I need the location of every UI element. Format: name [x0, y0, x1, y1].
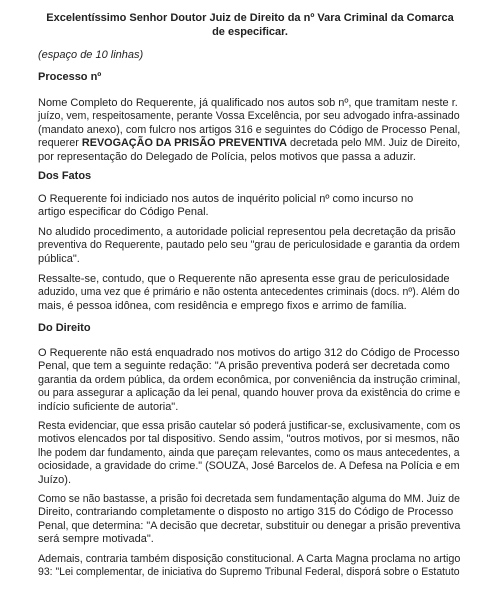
- intro-paragraph: [38, 97, 461, 164]
- paragraph-line: O Requerente foi indiciado nos autos de inquérito policial nº como incurso no: [38, 193, 414, 205]
- facts-paragraph-1: [38, 193, 458, 220]
- paragraph-line: ociosidade, a gravidade do crime." (SOUZA, José Barcelos de. A Defesa na Polícia e em: [38, 460, 460, 473]
- paragraph-line: Ademais, contraria também disposição constitucional. A Carta Magna proclama no artigo: [38, 553, 461, 565]
- paragraph-line: indício suficiente de autoria".: [38, 400, 179, 413]
- intro-text: requerer: [38, 137, 82, 150]
- intro-line: Nome Completo do Requerente, já qualificado nos autos sob nº, que tramitam neste r.: [38, 97, 458, 109]
- paragraph-line: garantia da ordem pública, da ordem econômica, por conveniência da instrução criminal,: [38, 373, 461, 386]
- law-heading: Do Direito: [38, 322, 91, 334]
- intro-line: juízo, vem, respeitosamente, perante Vossa Excelência, por seu advogado infra-assinado: [38, 110, 460, 123]
- title-line: de especificar.: [212, 26, 288, 38]
- paragraph-line: pública".: [38, 252, 80, 265]
- paragraph-line: preventiva do Requerente, pautado pelo seu "grau de periculosidade e garantia da ordem: [38, 239, 460, 252]
- paragraph-line: O Requerente não está enquadrado nos motivos do artigo 312 do Código de Processo: [38, 347, 460, 359]
- paragraph-line: Ressalte-se, contudo, que o Requerente não apresenta esse grau de periculosidade: [38, 273, 450, 285]
- facts-paragraph-3: [38, 273, 458, 313]
- paragraph-line: Penal, que determina: "A decisão que decretar, substituir ou denegar a prisão preventiva: [38, 519, 461, 532]
- paragraph-line: ou para assegurar a aplicação da lei penal, quando houver prova da existência do crime e: [38, 387, 461, 400]
- paragraph-line: lhe podem dar fundamento, ainda que pareçam relevantes, como os maus antecedentes, a: [38, 446, 460, 459]
- paragraph-line: Juízo).: [38, 473, 72, 486]
- spacing-note: (espaço de 10 linhas): [38, 49, 144, 61]
- paragraph-line: Como se não bastasse, a prisão foi decretada sem fundamentação alguma do MM. Juiz de: [38, 493, 460, 505]
- paragraph-line: será sempre motivada".: [38, 533, 154, 546]
- paragraph-line: Direito, contrariando completamente o disposto no artigo 315 do Código de Processo: [38, 506, 454, 519]
- paragraph-line: mais, é pessoa idônea, com residência e emprego fixos e arrimo de família.: [38, 299, 407, 312]
- paragraph-line: motivos elencados por tal dispositivo. Sendo assim, "outros motivos, por si mesmos, não: [38, 433, 460, 446]
- title-line: Excelentíssimo Senhor Doutor Juiz de Direito da nº Vara Criminal da Comarca: [46, 12, 454, 24]
- law-paragraph-3: [38, 493, 461, 547]
- intro-line-with-request: [38, 137, 461, 150]
- paragraph-line: 93: "Lei complementar, de iniciativa do Supremo Tribunal Federal, disporá sobre o Estatuto: [38, 566, 460, 579]
- paragraph-line: Penal, que tem a seguinte redação: "A prisão preventiva poderá ser decretada como: [38, 360, 450, 373]
- paragraph-line: Resta evidenciar, que essa prisão cautelar só poderá justificar-se, exclusivamente, com os: [38, 420, 461, 432]
- law-paragraph-4: [38, 553, 461, 580]
- paragraph-line: artigo especificar do Código Penal.: [38, 206, 209, 219]
- law-paragraph-1: [38, 347, 461, 414]
- intro-line: por representação do Delegado de Polícia, pelos motivos que passa a aduzir.: [38, 150, 416, 163]
- facts-paragraph-2: [38, 226, 458, 266]
- law-paragraph-2: [38, 420, 461, 487]
- facts-heading: Dos Fatos: [38, 170, 92, 182]
- process-heading: Processo nº: [38, 71, 102, 83]
- intro-text: decretada pelo MM. Juiz de Direito,: [286, 137, 461, 150]
- document-title: [40, 11, 460, 39]
- paragraph-line: No aludido procedimento, a autoridade policial representou pela decretação da prisão: [38, 226, 456, 238]
- request-emphasis: REVOGAÇÃO DA PRISÃO PREVENTIVA: [81, 137, 287, 150]
- intro-line: (mandato anexo), com fulcro nos artigos 316 e seguintes do Código de Processo Penal,: [38, 123, 461, 136]
- paragraph-line: aduzido, uma vez que é primário e não ostenta antecedentes criminais (docs. nº). Além do: [38, 286, 460, 299]
